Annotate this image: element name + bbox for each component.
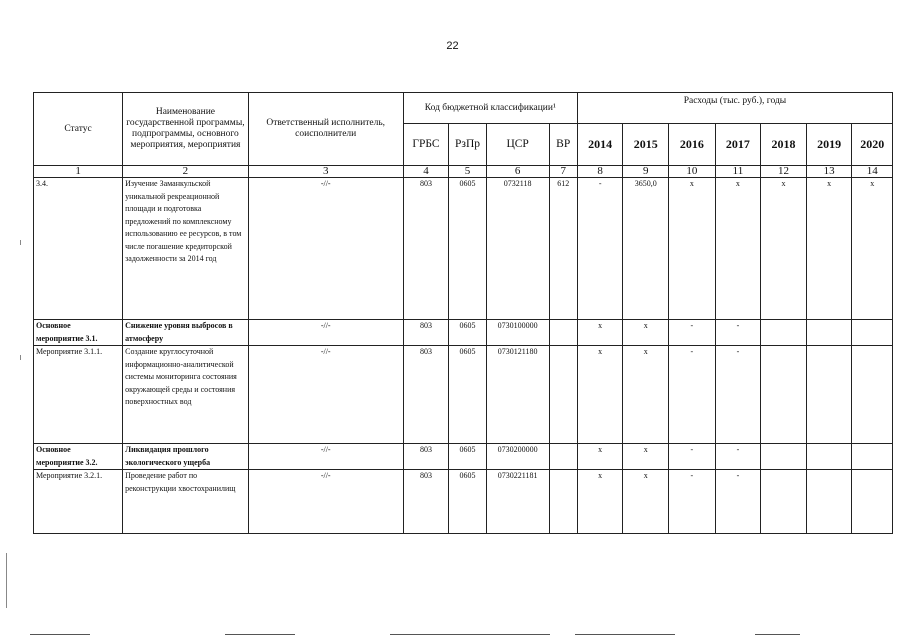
row-value: х [577, 320, 623, 346]
row-value: - [715, 444, 761, 470]
row-csr: 0730221181 [486, 470, 549, 534]
row-value: х [623, 444, 669, 470]
row-grbs: 803 [403, 470, 449, 534]
column-number: 10 [669, 166, 716, 178]
table-row [34, 346, 893, 444]
row-vr [549, 346, 577, 444]
row-grbs: 803 [403, 178, 449, 320]
header-year: 2019 [806, 124, 852, 166]
row-rzpr: 0605 [449, 444, 486, 470]
row-name: Изучение Заманкульской уникальной рекреационной площади и подготовка предложений по комплексному использованию ее ресурсов, в том числе погашение кредиторской задолженности за 2014 год [123, 178, 249, 320]
row-csr: 0732118 [486, 178, 549, 320]
row-csr: 0730121180 [486, 346, 549, 444]
row-value: - [669, 346, 716, 444]
row-csr: 0730200000 [486, 444, 549, 470]
header-grbs: ГРБС [403, 124, 449, 166]
row-vr [549, 320, 577, 346]
column-number: 12 [761, 166, 807, 178]
scan-mark [6, 553, 7, 608]
row-value: х [577, 346, 623, 444]
row-status: Мероприятие 3.1.1. [34, 346, 123, 444]
row-value: - [715, 470, 761, 534]
row-status: 3.4. [34, 178, 123, 320]
table-row [34, 470, 893, 534]
scan-rule [225, 634, 295, 635]
row-value [806, 346, 852, 444]
column-number: 9 [623, 166, 669, 178]
row-responsible: -//- [248, 346, 403, 444]
column-number-row [34, 166, 893, 178]
scan-rule [575, 634, 675, 635]
header-responsible: Ответственный исполнитель, соисполнители [248, 93, 403, 166]
header-expenses: Расходы (тыс. руб.), годы [577, 93, 892, 124]
row-grbs: 803 [403, 346, 449, 444]
row-name: Создание круглосуточной информационно-аналитической системы мониторинга состояния окружающей среды и состояния поверхностных вод [123, 346, 249, 444]
row-value: х [761, 178, 807, 320]
row-value [852, 346, 893, 444]
row-value: х [852, 178, 893, 320]
row-vr: 612 [549, 178, 577, 320]
column-number: 11 [715, 166, 761, 178]
table-row [34, 178, 893, 320]
column-number: 4 [403, 166, 449, 178]
row-responsible: -//- [248, 470, 403, 534]
row-value [806, 444, 852, 470]
row-value: х [623, 320, 669, 346]
header-status: Статус [34, 93, 123, 166]
row-status: Основное мероприятие 3.2. [34, 444, 123, 470]
row-value: - [577, 178, 623, 320]
row-vr [549, 470, 577, 534]
column-number: 5 [449, 166, 486, 178]
table-row [34, 320, 893, 346]
row-value [761, 444, 807, 470]
header-name: Наименование государственной программы, подпрограммы, основного мероприятия, мероприятия [123, 93, 249, 166]
row-value: - [669, 470, 716, 534]
row-value: х [623, 470, 669, 534]
column-number: 8 [577, 166, 623, 178]
header-rzpr: РзПр [449, 124, 486, 166]
column-number: 6 [486, 166, 549, 178]
row-value: х [806, 178, 852, 320]
column-number: 13 [806, 166, 852, 178]
row-value: - [715, 346, 761, 444]
header-row-1 [34, 93, 893, 124]
header-year: 2014 [577, 124, 623, 166]
header-vr: ВР [549, 124, 577, 166]
row-grbs: 803 [403, 320, 449, 346]
row-value: - [669, 320, 716, 346]
page-number: 22 [446, 40, 459, 52]
row-value [761, 320, 807, 346]
row-value: - [669, 444, 716, 470]
scan-rule [30, 634, 90, 635]
row-value: 3650,0 [623, 178, 669, 320]
column-number: 7 [549, 166, 577, 178]
header-year: 2017 [715, 124, 761, 166]
row-value: х [715, 178, 761, 320]
row-responsible: -//- [248, 320, 403, 346]
header-year: 2018 [761, 124, 807, 166]
row-status: Мероприятие 3.2.1. [34, 470, 123, 534]
row-responsible: -//- [248, 444, 403, 470]
row-value [761, 470, 807, 534]
row-value [852, 470, 893, 534]
row-value [761, 346, 807, 444]
row-grbs: 803 [403, 444, 449, 470]
row-name: Ликвидация прошлого экологического ущерба [123, 444, 249, 470]
row-value: х [669, 178, 716, 320]
header-year: 2016 [669, 124, 716, 166]
column-number: 2 [123, 166, 249, 178]
row-name: Снижение уровня выбросов в атмосферу [123, 320, 249, 346]
budget-table [33, 92, 893, 534]
header-year: 2020 [852, 124, 893, 166]
row-status: Основное мероприятие 3.1. [34, 320, 123, 346]
row-value: х [577, 470, 623, 534]
row-value: х [577, 444, 623, 470]
header-csr: ЦСР [486, 124, 549, 166]
row-value: х [623, 346, 669, 444]
header-year: 2015 [623, 124, 669, 166]
table-row [34, 444, 893, 470]
row-vr [549, 444, 577, 470]
row-value: - [715, 320, 761, 346]
row-name: Проведение работ по реконструкции хвостохранилищ [123, 470, 249, 534]
scan-mark [20, 240, 21, 245]
column-number: 3 [248, 166, 403, 178]
row-responsible: -//- [248, 178, 403, 320]
row-rzpr: 0605 [449, 470, 486, 534]
row-value [806, 470, 852, 534]
row-value [806, 320, 852, 346]
column-number: 14 [852, 166, 893, 178]
row-value [852, 444, 893, 470]
row-rzpr: 0605 [449, 320, 486, 346]
row-rzpr: 0605 [449, 346, 486, 444]
scan-rule [755, 634, 800, 635]
row-rzpr: 0605 [449, 178, 486, 320]
header-budget-code: Код бюджетной классификации¹ [403, 93, 577, 124]
row-value [852, 320, 893, 346]
column-number: 1 [34, 166, 123, 178]
scan-rule [390, 634, 550, 635]
scan-mark [20, 355, 21, 360]
row-csr: 0730100000 [486, 320, 549, 346]
